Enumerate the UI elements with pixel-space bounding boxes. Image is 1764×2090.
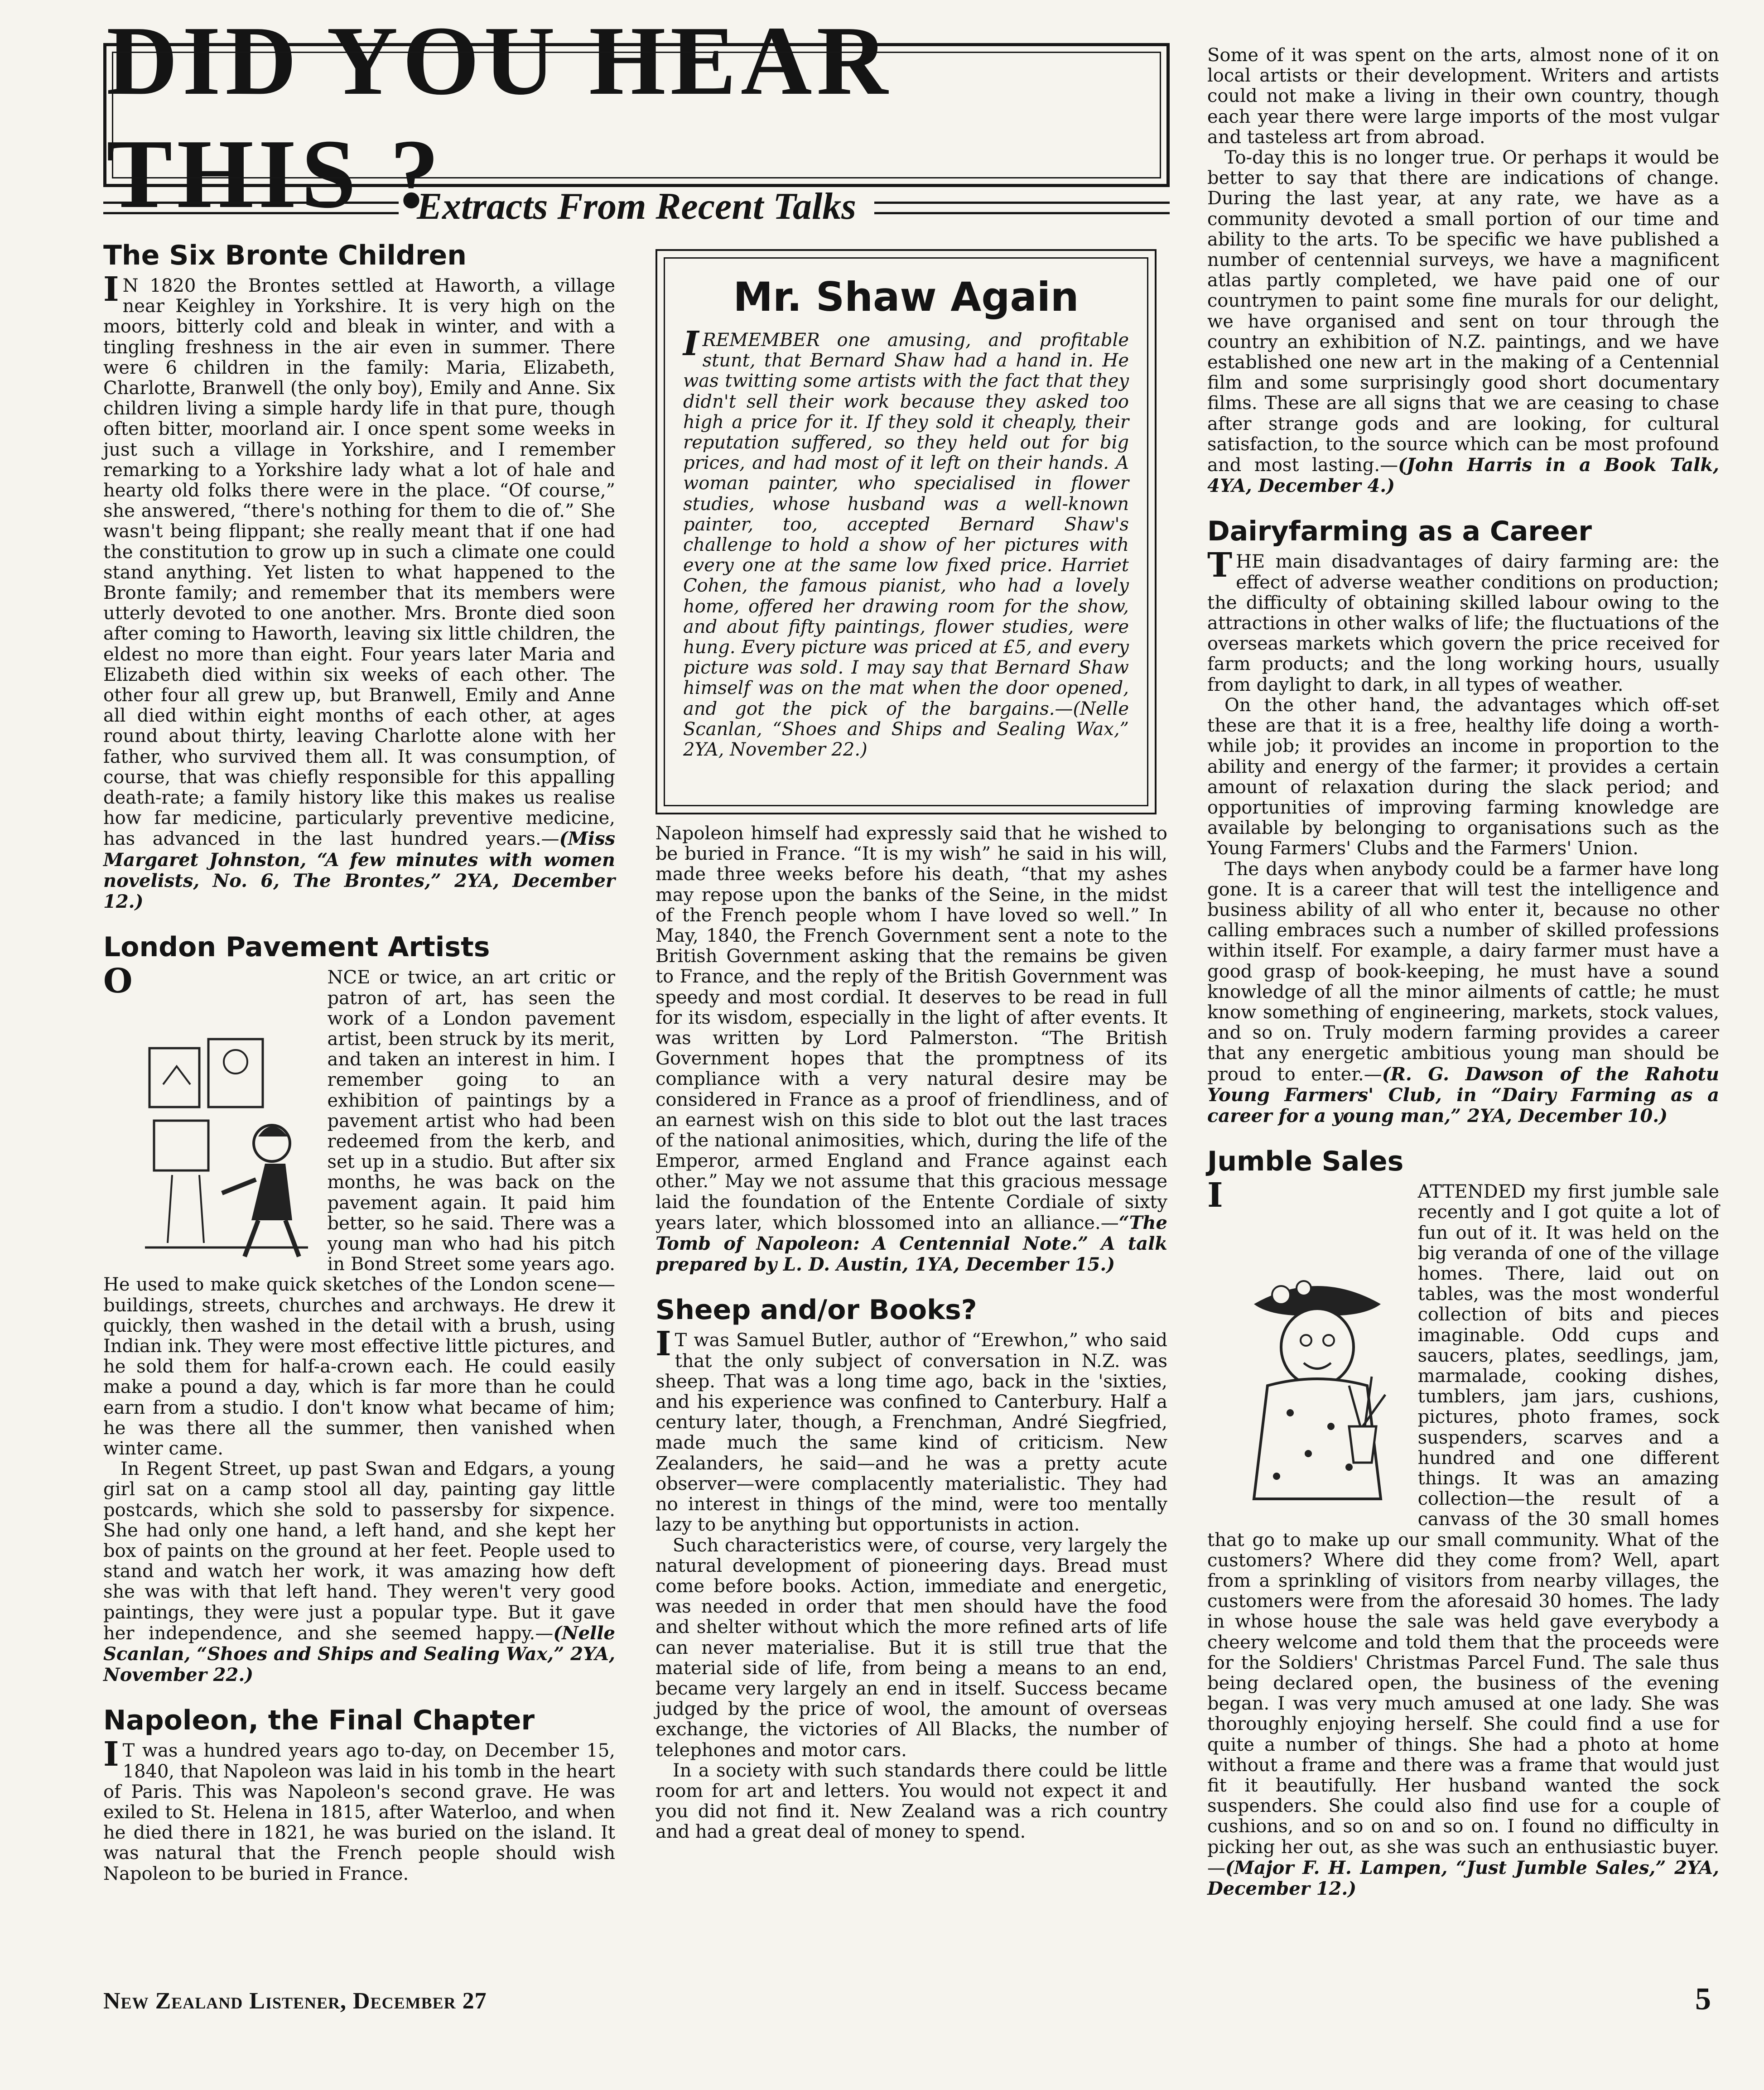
jumble-lady-illustration [1227,1263,1408,1508]
article-body: Napoleon himself had expressly said that he wished to be buried in France. “It is my wish” he said in his will, made three weeks before his death, “that my ashes may repose upon the banks of the Seine, in the midst of the French people whom I have loved so well.” In May, 1840, the French Government sent a note to the British Government asking that the remains be given to France, and the reply of the British Government was speedy and most cordial. It deserves to be read in full for its wisdom, especially in the light of after events. It was written by Lord Palmerston. “The British Government hopes that the promptness of its compliance with a very natural desire may be considered in France as a proof of friendliness, and of an earnest wish on this side to blot out the last traces of the national animosities, which, during the life of the Emperor, armed England and France against each other.” May we not assume that this gracious message laid the foundation of the Entente Cordiale of sixty years later, which blossomed into an alliance.—“The Tomb of Napoleon: A Centennial Note.” A talk prepared by L. D. Austin, 1YA, December 15.) [655,823,1167,1276]
column-2 [655,823,1167,1843]
page-subtitle: Extracts From Recent Talks [417,185,856,227]
article-body: On the other hand, the advantages which off-set these are that it is a free, healthy life doing a worth-while job; it provides an income in proportion to the ability and energy of the farmer; it provides a certain amount of relaxation during the slack period; and opportunities of improving farming knowledge are available by belonging to organisations such as the Young Farmers' Clubs and the Farmers' Union. [1207,694,1719,859]
article-heading: The Six Bronte Children [103,240,467,271]
drop-cap: I [683,324,699,363]
article-body: In a society with such standards there could be little room for art and letters. You would not expect it and you did not find it. New Zealand was a rich country and had a great deal of money to spend. [655,1760,1167,1843]
article-body: In Regent Street, up past Swan and Edgars, a young girl sat on a camp stool all day, painting gay little postcards, which she sold to passersby for sixpence. She had only one hand, a left hand, and she kept her box of paints on the ground at her feet. People used to stand and watch her work, it was amazing how deft she was with that left hand. They weren't very good paintings, they were just a popular type. But it gave her independence, and she seemed happy.—(Nelle Scanlan, “Shoes and Ships and Sealing Wax,” 2YA, November 22.) [103,1459,615,1686]
publication-footer: New Zealand Listener, December 27 [103,1988,487,2014]
article-body: IREMEMBER one amusing, and profitable stunt, that Bernard Shaw had a hand in. He was twitting some artists with the fact that they didn't sell their work because they asked too high a price for it. If they sold it cheaply, their reputation suffered, so they held out for big prices, and had most of it left on their hands. A woman painter, who specialised in flower studies, whose husband was a well-known painter, too, accepted Bernard Shaw's challenge to hold a show of her pictures with every one at the same low fixed price. Harriet Cohen, the famous pianist, who had a lovely home, offered her drawing room for the show, and about fifty paintings, flower studies, were hung. Every picture was priced at £5, and every picture was sold. I may say that Bernard Shaw himself was on the mat when the door opened, and got the pick of the bargains.—(Nelle Scanlan, “Shoes and Ships and Sealing Wax,” 2YA, November 22.) [683,324,1129,761]
subtitle-rule-left [103,202,399,214]
article-body: THE main disadvantages of dairy farming are: the effect of adverse weather conditions on production; the difficulty of obtaining skilled labour owing to the attractions in other walks of life; the fluctuations of the overseas markets which govern the price received for farm products; and the long working hours, usually from daylight to dark, in all types of weather. [1207,546,1719,695]
column-3 [1207,45,1719,1899]
article-body: To-day this is no longer true. Or perhaps it would be better to say that there are indications of change. During the last year, at any rate, we have as a community devoted a small portion of our time and ability to the arts. To be specific we have published a number of centennial surveys, we have a magnificent atlas partly completed, we have paid one of our countrymen to paint some fine murals for our delight, we have organised and sent on tour through the country an exhibition of N.Z. paintings, and we have established one new art in the making of a Centennial film and some surprisingly good short documentary films. These are all signs that we are ceasing to chase after strange gods and are looking, for cultural satisfaction, to the source which can be most profound and most lasting.—(John Harris in a Book Talk, 4YA, December 4.) [1207,147,1719,497]
drop-cap: I [103,1735,119,1774]
drop-cap: I [103,270,119,309]
pavement-artist-illustration [136,1030,317,1266]
article-body: The days when anybody could be a farmer have long gone. It is a career that will test the intelligence and business ability of all who enter it, because no other calling embraces such a number of skilled professions within itself. For example, a dairy farmer must have a good grasp of book-keeping, he must have a sound knowledge of all the minor ailments of cattle; he must know something of engineering, markets, stock values, and so on. Truly modern farming provides a career that any energetic ambitious young man should be proud to enter.—(R. G. Dawson of the Rahotu Young Farmers' Club, in “Dairy Farming as a career for a young man,” 2YA, December 10.) [1207,858,1719,1127]
article-heading: Dairyfarming as a Career [1207,515,1592,548]
article-sheep-books [655,1292,1167,1842]
article-body: I T was a hundred years ago to-day, on December 15, 1840, that Napoleon was laid in his tomb in the heart of Paris. This was Napoleon's second grave. He was exiled to St. Helena in 1815, after Waterloo, and when he died there in 1821, he was buried on the island. It was natural that the French people should wish Napoleon to be buried in France. [103,1735,615,1884]
article-credit: (John Harris in a Book Talk, 4YA, December 4.) [1207,454,1719,497]
article-heading: London Pavement Artists [103,931,490,963]
article-heading: Mr. Shaw Again [733,274,1079,320]
article-heading: Jumble Sales [1207,1146,1404,1178]
article-jumble-sales [1207,1144,1719,1899]
page-number: 5 [1695,1982,1711,2017]
article-body: I ATTENDED my first jumble sale recently and I got quite a lot of fun out of it. It was held on the big veranda of one of the village homes. There, laid out on tables, was the most wonderful collection of bits and pieces imaginable. Odd cups and saucers, plates, seedlings, jam, marmalade, cooking dishes, tumblers, jam jars, cushions, pictures, photo frames, sock suspenders, scarves and a hundred and one different things. It was an amazing collection—the result of a canvass of the 30 small homes that go to make up our small community. What of the customers? Where did they come from? Well, apart from a sprinkling of visitors from nearby villages, the customers were from the aforesaid 30 homes. The lady in whose house the sale was held gave everybody a cheery welcome and told them that the proceeds were for the Soldiers' Christmas Parcel Fund. The sale thus being declared open, the business of the evening began. I was very much amused at one lady. She was thoroughly enjoying herself. She could find a use for quite a number of things. She had a photo at home without a frame and there was a frame that would just fit it beautifully. Her husband wanted the sock suspenders. She could also find use for a couple of cushions, and so on and so on. I found no difficulty in picking her out, as she was such an enthusiastic buyer.—(Major F. H. Lampen, “Just Jumble Sales,” 2YA, December 12.) [1207,1176,1719,1900]
drop-cap: O [103,962,133,1001]
drop-cap: I [1207,1176,1223,1215]
article-heading: Sheep and/or Books? [655,1294,977,1326]
boxed-article-inner [664,257,1148,806]
article-credit: (R. G. Dawson of the Rahotu Young Farmers' Club, in “Dairy Farming as a career for a young man,” 2YA, December 10.) [1207,1063,1719,1127]
boxed-article-shaw [655,249,1157,814]
article-credit: “The Tomb of Napoleon: A Centennial Note.” A talk prepared by L. D. Austin, 1YA, December 15.) [655,1212,1167,1276]
article-body: Such characteristics were, of course, very largely the natural development of pioneering days. Bread must come before books. Action, immediate and energetic, was needed in order that men should have the food and shelter without which the more refined arts of life can never materialise. But it is still true that the material side of life, from being a means to an end, became very largely an end in itself. Success became judged by the price of wool, the amount of overseas exchange, the victories of All Blacks, the number of telephones and motor cars. [655,1535,1167,1761]
article-pavement-artists [103,929,615,1685]
column-1 [103,238,615,1884]
article-dairyfarming [1207,514,1719,1127]
article-napoleon [103,1703,615,1884]
drop-cap: T [1207,546,1233,585]
article-credit: (Miss Margaret Johnston, “A few minutes with women novelists, No. 6, The Brontes,” 2YA, December 12.) [103,828,615,913]
subtitle-row [103,181,1170,231]
page-title: DID YOU HEAR THIS ? [106,6,892,229]
article-heading: Napoleon, the Final Chapter [103,1705,535,1737]
article-body: O NCE or twice, an art critic or patron of art, has seen the work of a London pavement artist, been struck by its merit, and taken an interest in him. I remember going to an exhibition of paintings by a pavement artist who had been redeemed from the kerb, and set up in a studio. But after six months, he was back on the pavement again. It paid him better, so he said. There was a young man who had his pitch in Bond Street some years ago. He used to make quick sketches of the London scene—buildings, streets, churches and archways. He drew it quickly, then washed in the detail with a brush, using Indian ink. They were most effective little pictures, and he sold them for half-a-crown each. He could easily make a pound a day, which is far more than he could earn from a studio. I don't know what became of him; he was there all the summer, then vanished when winter came. [103,962,615,1459]
drop-cap: I [655,1324,671,1364]
article-body: Some of it was spent on the arts, almost none of it on local artists or their development. Writers and artists could not make a living in their own country, though each year there were large imports of the most vulgar and tasteless art from abroad. [1207,45,1719,148]
article-bronte [103,238,615,912]
article-body: I T was Samuel Butler, author of “Erewhon,” who said that the only subject of conversation in N.Z. was sheep. That was a long time ago, back in the 'sixties, and his experience was confined to Canterbury. Half a century later, though, a Frenchman, André Siegfried, made much the same kind of criticism. New Zealanders, he said—and he was a pretty acute observer—were complacently materialistic. They had no interest in things of the mind, were too mentally lazy to be anything but opportunists in action. [655,1324,1167,1536]
subtitle-rule-right [874,202,1170,214]
article-credit: (Nelle Scanlan, “Shoes and Ships and Sealing Wax,” 2YA, November 22.) [103,1622,615,1686]
article-credit: (Major F. H. Lampen, “Just Jumble Sales,” 2YA, December 12.) [1207,1857,1719,1900]
article-body: I N 1820 the Brontes settled at Haworth, a village near Keighley in Yorkshire. It is very high on the moors, bitterly cold and bleak in winter, and with a tingling freshness in the air even in summer. There were 6 children in the family: Maria, Elizabeth, Charlotte, Branwell (the only boy), Emily and Anne. Six children living a simple hardy life in that pure, though often bitter, moorland air. I once spent some weeks in just such a village in Yorkshire, and I remember remarking to a Yorkshire lady what a lot of hale and hearty old folks there were in the place. “Of course,” she answered, “there's nothing for them to die of.” She wasn't being flippant; she really meant that if one had the constitution to grow up in such a climate one could stand anything. Yet listen to what happened to the Bronte family; and remember that its members were utterly devoted to one another. Mrs. Bronte died soon after coming to Haworth, leaving six little children, the eldest no more than eight. Four years later Maria and Elizabeth died within six weeks of each other. The other four all grew up, but Branwell, Emily and Anne all died within eight months of each other, at ages round about thirty, leaving Charlotte alone with her father, who survived them all. It was consumption, of course, that was chiefly responsible for this appalling death-rate; a family history like this makes us realise how far medicine, particularly preventive medicine, has advanced in the last hundred years.—(Miss Margaret Johnston, “A few minutes with women novelists, No. 6, The Brontes,” 2YA, December 12.) [103,270,615,913]
